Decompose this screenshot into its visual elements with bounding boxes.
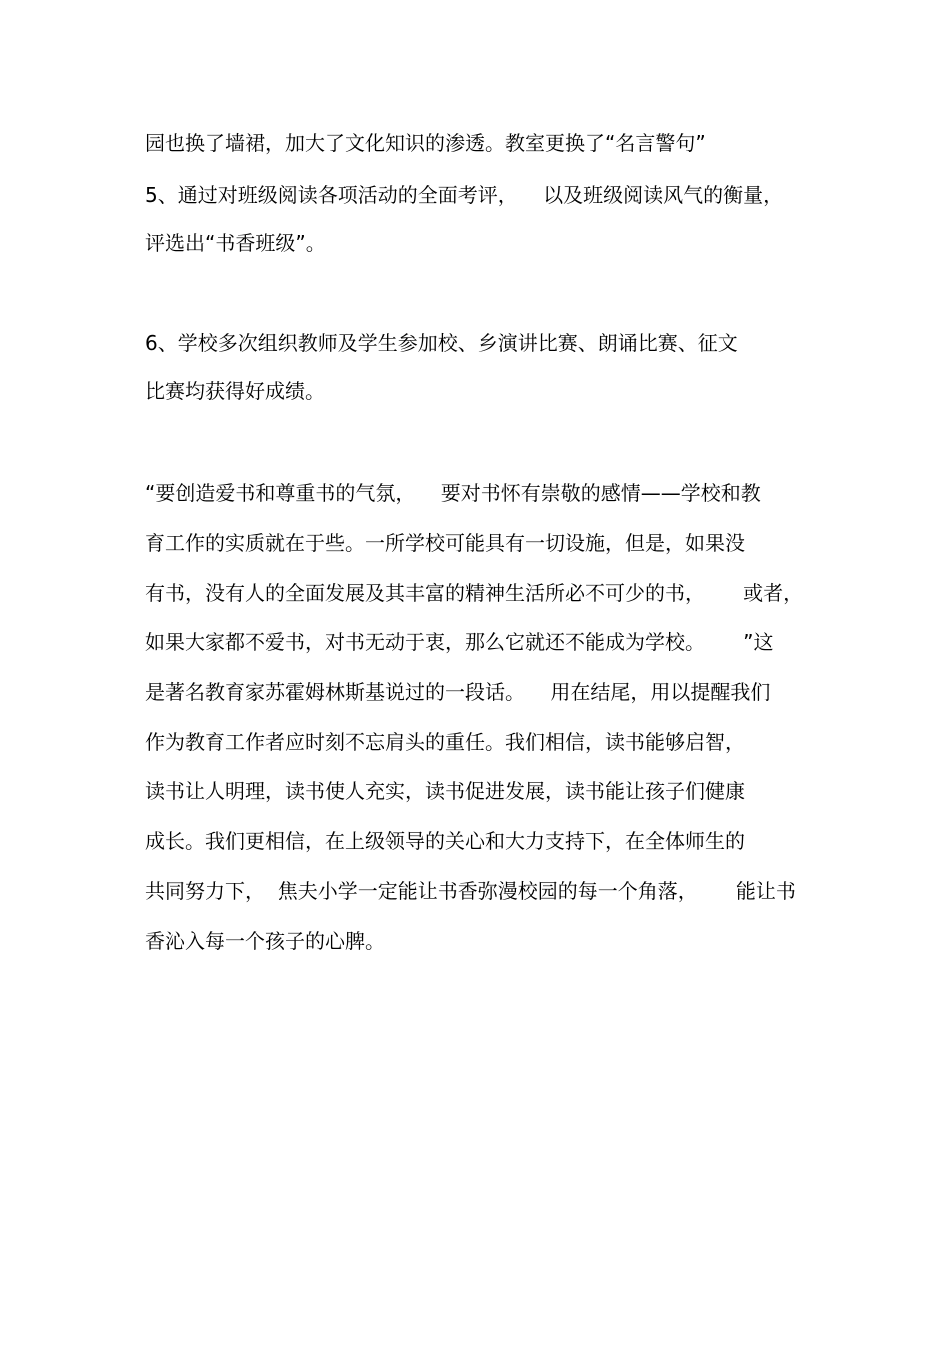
text-line: 园也换了墙裙，加大了文化知识的渗透。教室更换了“名言警句” [145,131,706,155]
text-line: 育工作的实质就在于些。一所学校可能具有一切设施，但是，如果没 [145,531,745,555]
text-line: 5、通过对班级阅读各项活动的全面考评， 以及班级阅读风气的衡量， [145,183,784,207]
text-line: 比赛均获得好成绩。 [145,379,325,403]
text-line: 香沁入每一个孩子的心脾。 [145,929,385,953]
text-line: 读书让人明理，读书使人充实，读书促进发展，读书能让孩子们健康 [145,779,745,803]
text-line: “要创造爱书和尊重书的气氛， 要对书怀有崇敬的感情——学校和教 [145,481,761,505]
text-line: 如果大家都不爱书，对书无动于衷，那么它就还不能成为学校。 ”这 [145,630,774,654]
text-line: 成长。我们更相信，在上级领导的关心和大力支持下，在全体师生的 [145,829,745,853]
text-line: 6、学校多次组织教师及学生参加校、乡演讲比赛、朗诵比赛、征文 [145,331,738,355]
text-line: 是著名教育家苏霍姆林斯基说过的一段话。 用在结尾，用以提醒我们 [145,680,771,704]
text-line: 作为教育工作者应时刻不忘肩头的重任。我们相信，读书能够启智， [145,730,745,754]
text-line: 评选出“书香班级”。 [145,231,326,255]
text-line: 共同努力下， 焦夫小学一定能让书香弥漫校园的每一个角落， 能让书 [145,879,796,903]
text-line: 有书，没有人的全面发展及其丰富的精神生活所必不可少的书， 或者， [145,581,804,605]
